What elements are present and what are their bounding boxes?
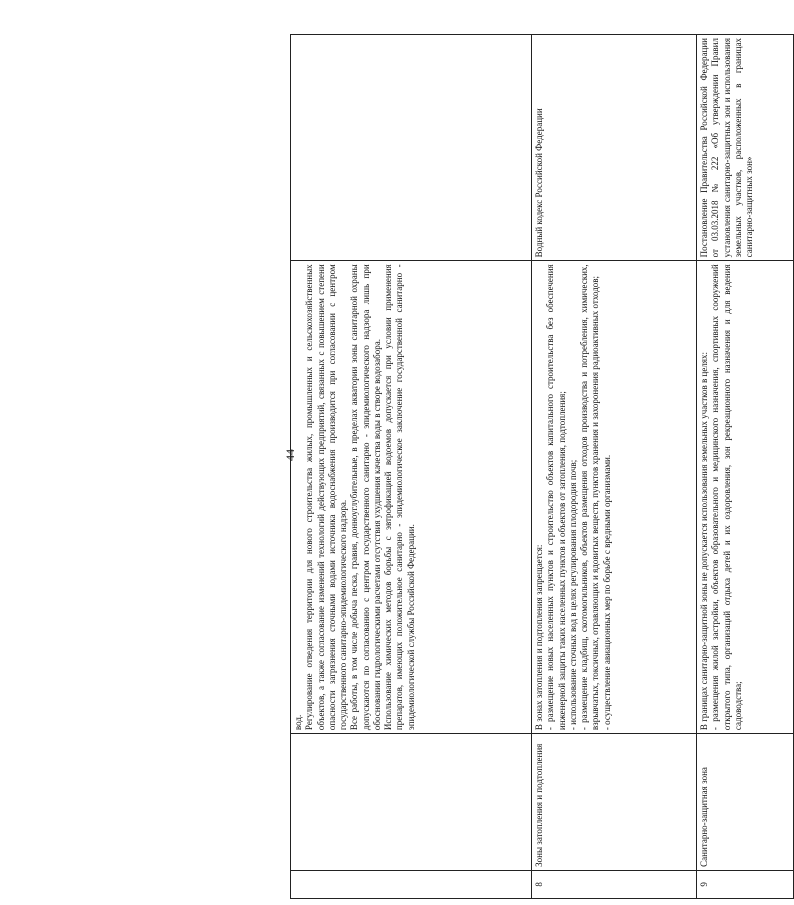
table-row xyxy=(291,35,532,899)
row-number-cell xyxy=(291,870,532,898)
legal-source-text: Постановление Правительства Российской Федерации от 03.03.2018 № 222 «Об утверждении Правил установления санитарно-защитных зон и использования земельных участков, расположенных в границах санитарно-защитных зон» xyxy=(699,38,754,258)
restrictions-cell xyxy=(291,261,532,734)
legal-source-cell xyxy=(697,35,794,261)
paragraph: - размещения жилой застройки, объектов образовательного и медицинского назначения, спортивных сооружений открытого типа, организаций отдыха детей и их оздоровления, зон рекреационного назначения и для ведения садоводства; xyxy=(710,264,743,731)
paragraph: - размещение новых населенных пунктов и строительство объектов капитального строительства без обеспечения инженерной защиты таких населенных пунктов и объектов от затопления, подтопления; xyxy=(545,264,567,731)
restrictions-cell xyxy=(532,261,697,734)
rotated-table-sheet xyxy=(290,34,781,899)
zone-name-cell: Санитарно-защитная зона xyxy=(697,734,794,871)
paragraph: Регулирование отведения территории для нового строительства жилых, промышленных и сельскохозяйственных объектов, а также согласование изменений технологий действующих предприятий, связанных с повышением степени опасности загрязнения сточными водами источника водоснабжения производится при согласовании с центром государственного санитарно-эпидемиологического надзора. xyxy=(304,264,348,731)
paragraph: Использование химических методов борьбы с эвтрофикацией водоемов допускается при условии применения препаратов, имеющих положительное санитарно - эпидемиологическое заключение государственной санитарно - эпидемиологической службы Российской Федерации. xyxy=(383,264,416,731)
zone-name-cell: Зоны затопления и подтопления xyxy=(532,734,697,871)
paragraph: - размещение кладбищ, скотомогильников, объектов размещения отходов производства и потребления, химических, взрывчатых, токсичных, отравляющих и ядовитых веществ, пунктов хранения и захоронения радиоактивных отходов; xyxy=(579,264,601,731)
paragraph: В границах санитарно-защитной зоны не допускается использования земельных участков в целях: xyxy=(699,352,709,731)
table-row xyxy=(697,35,794,899)
paragraph: Все работы, в том числе добыча песка, гравия, донноуглубительные, в пределах акватории зоны санитарной охраны допускаются по согласованию с центром государственного санитарно - эпидемиологического надзора лишь при обосновании гидрологическими расчетами отсутствия ухудшения качества воды в створе водозабора. xyxy=(349,264,382,731)
table-row xyxy=(532,35,697,899)
paragraph: - использование сточных вод в целях регулирования плодородия почв; xyxy=(567,459,578,731)
zone-name-cell xyxy=(291,734,532,871)
paragraph: - осуществление авиационных мер по борьбе с вредными организмами. xyxy=(601,454,612,731)
legal-source-cell xyxy=(532,35,697,261)
page-number: 44 xyxy=(283,449,297,461)
row-number-cell: 9 xyxy=(697,870,794,898)
zones-restrictions-table xyxy=(290,34,794,899)
row-number-cell: 8 xyxy=(532,870,697,898)
restrictions-cell xyxy=(697,261,794,734)
legal-source-text: Водный кодекс Российской Федерации xyxy=(534,108,544,258)
paragraph: вод. xyxy=(293,714,303,731)
legal-source-cell xyxy=(291,35,532,261)
paragraph: В зонах затопления и подтопления запрещается: xyxy=(534,544,544,731)
